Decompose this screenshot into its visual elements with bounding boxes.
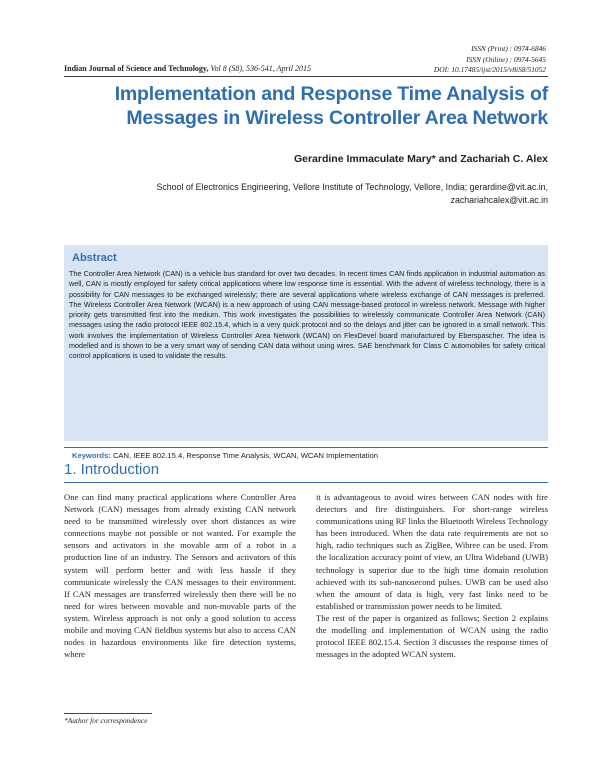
- body-right-column: [316, 491, 548, 660]
- paper-title: [64, 82, 548, 130]
- paragraph: One can find many practical applications where Controller Area Network (CAN) messages from already existing CAN network need to be transmitted wirelessly over short distances as wire connections maybe not possible or not wanted. For example the sensors and activators in the movable arm of a robot in a production line of an industry. The Sensors and activators of this system will perform better and with less hassle if they communicate wirelessly the CAN messages to their environment. If CAN messages are transferred wirelessly then there will be no need for wires between movable and non-movable parts of the system. Wireless approach is not only a good solution to access mobile and moving CAN fieldbus systems but also to access CAN nodes in hazardous environments like fire detection systems, where: [64, 492, 296, 660]
- title-line-2: Messages in Wireless Controller Area Network: [126, 107, 548, 129]
- issn-block: [434, 44, 546, 76]
- keywords: [72, 451, 378, 460]
- journal-details: Vol 8 (S8), 536-541, April 2015: [208, 64, 311, 73]
- journal-citation: [64, 64, 311, 73]
- keywords-label: Keywords:: [72, 451, 111, 460]
- title-line-1: Implementation and Response Time Analysis of: [114, 83, 548, 105]
- footnote-divider: [64, 713, 152, 714]
- section-heading-introduction: 1. Introduction: [64, 461, 160, 478]
- affiliation-line-1: School of Electronics Engineering, Vellore Institute of Technology, Vellore, India; gerardine@vit.ac.in,: [156, 182, 548, 192]
- abstract-text: The Controller Area Network (CAN) is a vehicle bus standard for over two decades. In recent times CAN finds application in industrial automation as well, CAN is mostly employed for safety critical applications where low response time is essential. With the advent of wireless technology, there is a possibility for CAN messages to be exchanged wirelessly; there are several applications where wireless exchange of CAN messages is preferred. The Wireless Controller Area Network (WCAN) is a new approach of using CAN message-based protocol in wireless network. Message with higher priority gets transmitted first into the medium. This work investigates the possibilities to wirelessly communicate Controller Area Network (CAN) messages using the radio protocol IEEE 802.15.4, which is a very quick protocol and so the delays and jitter can be ignored in a small network. This work involves the implementation of Wireless Controller Area Network (WCAN) on FlexDevel board manufactured by Eberspascher. The idea is modelled and is shown to be a very smart way of sending CAN data without using wires. SAE benchmark for Class C automobiles for safety critical control applications is used to validate the results.: [69, 269, 545, 361]
- issn-print: ISSN (Print) : 0974-6846: [471, 44, 546, 53]
- keywords-list: CAN, IEEE 802.15.4, Response Time Analysis, WCAN, WCAN Implementation: [110, 451, 378, 460]
- issn-online: ISSN (Online) : 0974-5645: [466, 54, 546, 64]
- affiliation-line-2: zachariahcalex@vit.ac.in: [450, 194, 548, 205]
- keywords-top-rule: [64, 447, 548, 448]
- paragraph: it is advantageous to avoid wires between CAN nodes with fire detectors and fire distinguishers. For short-range wireless communications using RF links the Bluetooth Wireless Technology has been introduced. When the data rate requirements are not so high, radio techniques such as ZigBee, Wibree can be used. From the localization accuracy point of view, an Ultra Wideband (UWB) technology is superior due to the high time domain resolution achieved with its sub-nanosecond pulses. UWB can be used also when the amount of data is high, very fast links need to be established or transmission power needs to be limited.: [316, 492, 548, 611]
- affiliation: [108, 181, 548, 206]
- section-divider: [64, 482, 548, 483]
- authors: Gerardine Immaculate Mary* and Zachariah C. Alex: [293, 153, 548, 165]
- footnote: *Author for correspondence: [64, 716, 148, 725]
- body-left-column: [64, 491, 296, 660]
- doi: DOI: 10.17485/ijst/2015/v8iS8/51052: [433, 65, 546, 74]
- abstract-heading: Abstract: [72, 252, 117, 264]
- paragraph: The rest of the paper is organized as follows; Section 2 explains the modelling and implementation of WCAN using the radio protocol IEEE 802.15.4. Section 3 discusses the response times of messages in the adopted WCAN system.: [316, 612, 548, 660]
- journal-name: Indian Journal of Science and Technology,: [64, 64, 209, 73]
- header-divider: [64, 76, 548, 77]
